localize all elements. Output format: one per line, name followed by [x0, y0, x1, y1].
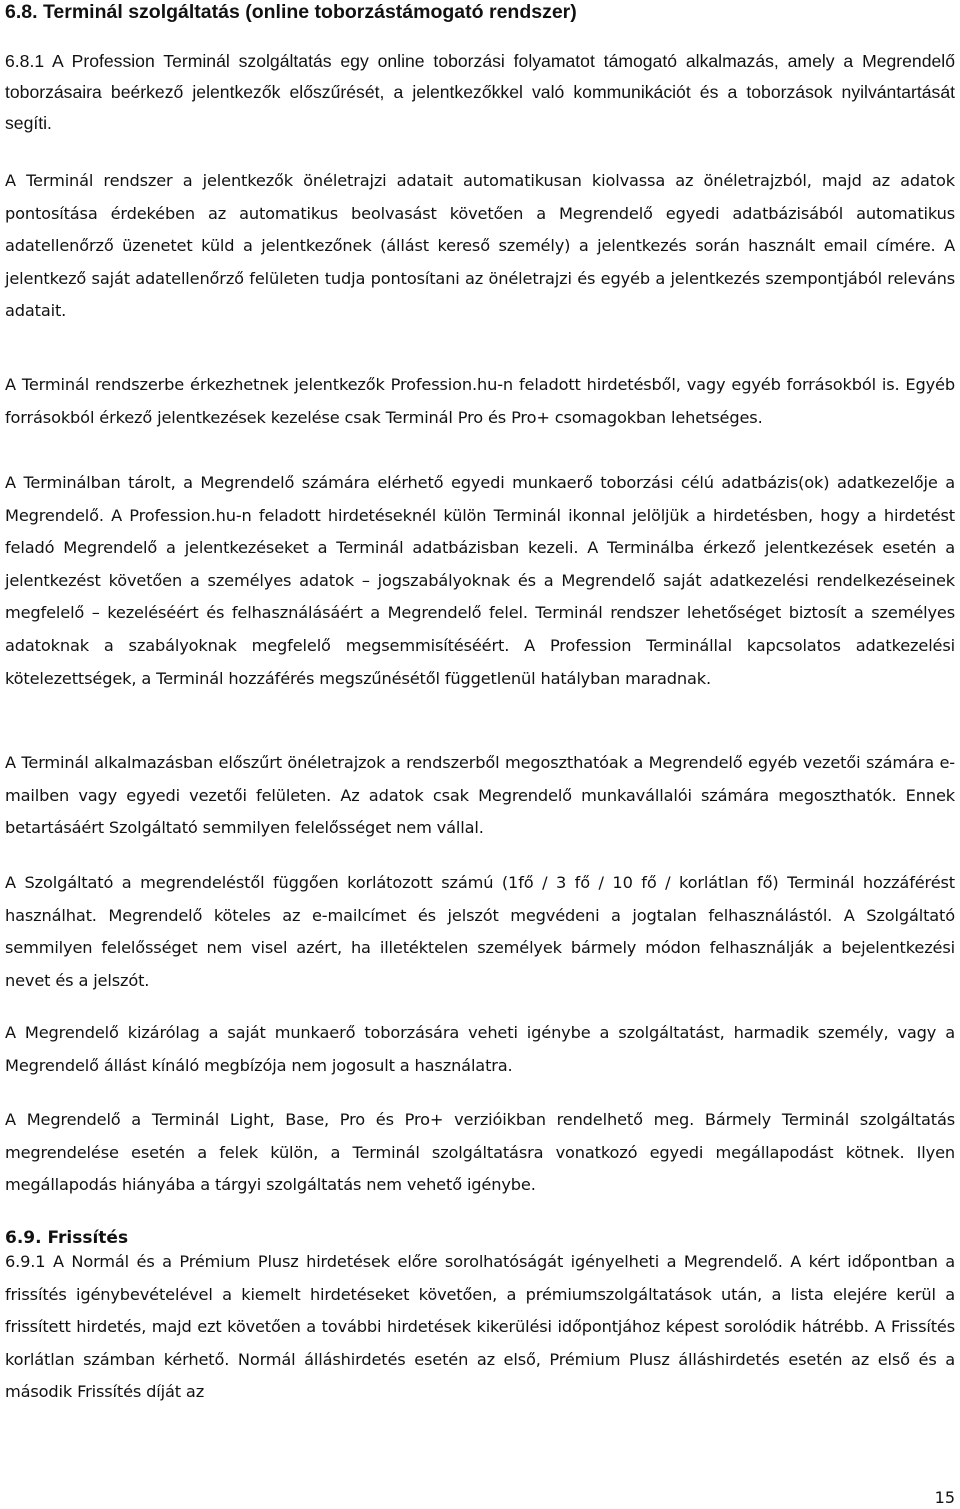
paragraph-sources: A Terminál rendszerbe érkezhetnek jelentkezők Profession.hu-n feladott hirdetésből, vagy egyéb forrásokból is. Egyéb forrásokból érkező jelentkezések kezelése csak Terminál Pro és Pro+ csomagokban lehetséges. [5, 375, 955, 427]
paragraph-access-limits: A Szolgáltató a megrendeléstől függően korlátozott számú (1fő / 3 fő / 10 fő / korlátlan fő) Terminál hozzáférést használhat. Megrendelő köteles az e-mailcímet és jelszót megvédeni a jogtalan felhasználástól. A Szolgáltató semmilyen felelősséget nem visel azért, ha illetéktelen személyek bármely módon felhasználják a bejelentkezési nevet és a jelszót. [5, 873, 955, 990]
subsection-heading: 6.9. Frissítés [5, 1228, 129, 1248]
section-heading: 6.8. Terminál szolgáltatás (online toborzástámogató rendszer) [5, 1, 577, 23]
paragraph-data-controller: A Terminálban tárolt, a Megrendelő számára elérhető egyedi munkaerő toborzási célú adatbázis(ok) adatkezelője a Megrendelő. A Profession.hu-n feladott hirdetéseknél külön Terminál ikonnal jelöljük a hirdetésben, hogy a hirdetést feladó Megrendelő a jelentkezéseket a Terminál adatbázisban kezeli. A Terminálba érkező jelentkezések esetén a jelentkezést követően a személyes adatok – jogszabályoknak és a Megrendelő saját adatkezelési rendelkezéseinek megfelelő – kezeléséért és felhasználásáért a Megrendelő felel. Terminál rendszer lehetőséget biztosít a személyes adatoknak a szabályoknak megfelelő megsemmisítéséért. A Profession Terminállal kapcsolatos adatkezelési kötelezettségek, a Terminál hozzáférés megszűnésétől függetlenül hatályban maradnak. [5, 473, 955, 688]
paragraph-6-9-1: 6.9.1 A Normál és a Prémium Plusz hirdetések előre sorolhatóságát igényelheti a Megrendelő. A kért időpontban a frissítés igénybevételével a kiemelt hirdetéseket követően, a prémiumszolgáltatások után, a lista elejére kerül a frissített hirdetés, majd ezt követően a további hirdetések kikerülési időpontjához képest sorolódik hátrébb. A Frissítés korlátlan számban kérhető. Normál álláshirdetés esetén az első, Prémium Plusz álláshirdetés esetén az első és a második Frissítés díját az [5, 1252, 955, 1402]
paragraph-own-use: A Megrendelő kizárólag a saját munkaerő toborzására veheti igénybe a szolgáltatást, harmadik személy, vagy a Megrendelő állást kínáló megbízója nem jogosult a használatra. [5, 1023, 955, 1075]
paragraph-versions: A Megrendelő a Terminál Light, Base, Pro és Pro+ verzióikban rendelhető meg. Bármely Terminál szolgáltatás megrendelése esetén a felek külön, a Terminál szolgáltatásra vonatkozó egyedi megállapodást kötnek. Ilyen megállapodás hiányába a tárgyi szolgáltatás nem vehető igénybe. [5, 1110, 955, 1195]
paragraph-sharing: A Terminál alkalmazásban előszűrt önéletrajzok a rendszerből megoszthatóak a Megrendelő egyéb vezetői számára e-mailben vagy egyedi vezetői felületen. Az adatok csak Megrendelő munkavállalói számára megoszthatók. Ennek betartásáért Szolgáltató semmilyen felelősséget nem vállal. [5, 753, 955, 838]
paragraph-6-8-1: 6.8.1 A Profession Terminál szolgáltatás egy online toborzási folyamatot támogató alkalmazás, amely a Megrendelő toborzásaira beérkező jelentkezők előszűrését, a jelentkezőkkel való kommunikációt és a toborzások nyilvántartását segíti. [5, 51, 955, 133]
page-number: 15 [934, 1488, 955, 1507]
paragraph-terminal-system: A Terminál rendszer a jelentkezők önéletrajzi adatait automatikusan kiolvassa az önéletrajzból, majd az adatok pontosítása érdekében az automatikus beolvasást követően a Megrendelő egyedi adatbázisából automatikus adatellenőrző üzenetet küld a jelentkezőnek (állást kereső személy) a jelentkezés során használt email címére. A jelentkező saját adatellenőrző felületen tudja pontosítani az önéletrajzi és egyéb a jelentkezés szempontjából releváns adatait. [5, 171, 955, 321]
